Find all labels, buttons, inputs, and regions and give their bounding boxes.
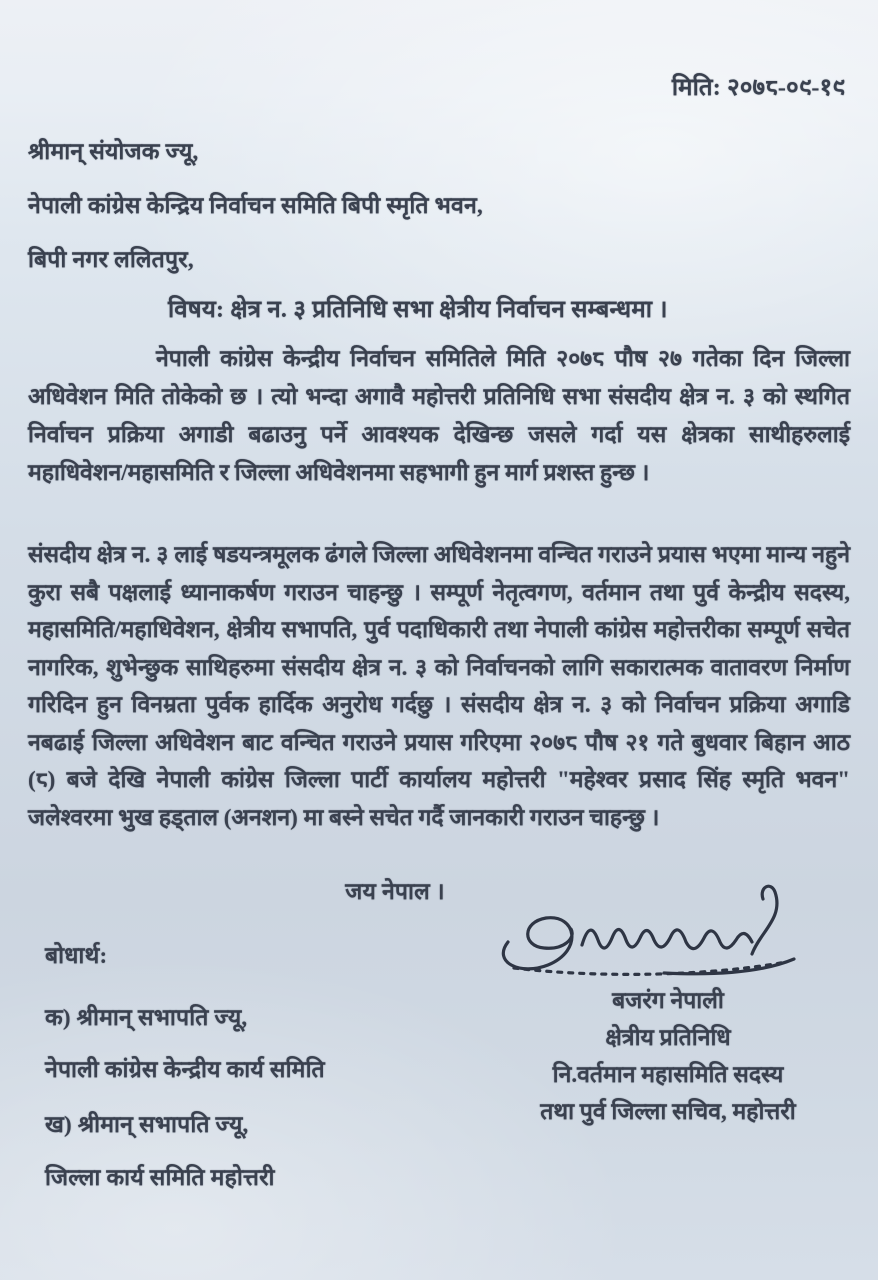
closing-salutation: जय नेपाल । bbox=[345, 879, 445, 904]
signatory-name: बजरंग नेपाली bbox=[612, 988, 724, 1013]
recipient-line: बिपी नगर ललितपुर, bbox=[28, 247, 194, 272]
signatory-title: तथा पुर्व जिल्ला सचिव, महोत्तरी bbox=[540, 1099, 796, 1124]
handwritten-signature bbox=[486, 880, 822, 984]
signature-scrawl-icon bbox=[486, 880, 822, 984]
cc-line: क) श्रीमान् सभापति ज्यू, bbox=[45, 1005, 248, 1030]
body-paragraph-2: संसदीय क्षेत्र न. ३ लाई षडयन्त्रमूलक ढंगले जिल्ला अधिवेशनमा वन्चित गराउने प्रयास भएमा मान्य नहुने कुरा सबै पक्षलाई ध्यानाकर्षण गराउन चाहन्छु । सम्पूर्ण नेतृत्वगण, वर्तमान तथा पुर्व केन्द्रीय सदस्य, महासमिति/महाधिवेशन, क्षेत्रीय सभापति, पुर्व पदाधिकारी तथा नेपाली कांग्रेस महोत्तरीका सम्पूर्ण सचेत नागरिक, शुभेन्छुक साथिहरुमा संसदीय क्षेत्र न. ३ को निर्वाचनको लागि सकारात्मक वातावरण निर्माण गरिदिन हुन विनम्रता पुर्वक हार्दिक अनुरोध गर्दछु । संसदीय क्षेत्र न. ३ को निर्वाचन प्रक्रिया अगाडि नबढाई जिल्ला अधिवेशन बाट वन्चित गराउने प्रयास गरिएमा २०७८ पौष २१ गते बुधवार बिहान आठ (८) बजे देखि नेपाली कांग्रेस जिल्ला पार्टी कार्यालय महोत्तरी "महेश्वर प्रसाद सिंह स्मृति भवन" जलेश्वरमा भुख हड्ताल (अनशन) मा बस्ने सचेत गर्दै जानकारी गराउन चाहन्छु । bbox=[28, 542, 850, 830]
signature-block bbox=[468, 982, 868, 1130]
recipient-line: श्रीमान् संयोजक ज्यू, bbox=[28, 139, 199, 164]
cc-line: जिल्ला कार्य समिति महोत्तरी bbox=[45, 1165, 275, 1190]
recipient-line: नेपाली कांग्रेस केन्द्रिय निर्वाचन समिति बिपी स्मृति भवन, bbox=[28, 193, 483, 218]
cc-heading: बोधार्थ: bbox=[45, 943, 108, 968]
cc-line: ख) श्रीमान् सभापति ज्यू, bbox=[45, 1112, 249, 1137]
cc-line: नेपाली कांग्रेस केन्द्रीय कार्य समिति bbox=[45, 1057, 325, 1082]
letter-date: मिति: २०७८-०९-१९ bbox=[671, 75, 845, 101]
subject-line: विषय: क्षेत्र न. ३ प्रतिनिधि सभा क्षेत्रीय निर्वाचन सम्बन्धमा । bbox=[168, 297, 668, 323]
signatory-title: नि.वर्तमान महासमिति सदस्य bbox=[552, 1062, 784, 1087]
body-paragraph-1: नेपाली कांग्रेस केन्द्रीय निर्वाचन समितिले मिति २०७८ पौष २७ गतेका दिन जिल्ला अधिवेशन मिति तोकेको छ । त्यो भन्दा अगावै महोत्तरी प्रतिनिधि सभा संसदीय क्षेत्र न. ३ को स्थगित निर्वाचन प्रक्रिया अगाडी बढाउनु पर्ने आवश्यक देखिन्छ जसले गर्दा यस क्षेत्रका साथीहरुलाई महाधिवेशन/महासमिति र जिल्ला अधिवेशनमा सहभागी हुन मार्ग प्रशस्त हुन्छ । bbox=[28, 346, 850, 485]
signatory-title: क्षेत्रीय प्रतिनिधि bbox=[605, 1025, 731, 1050]
